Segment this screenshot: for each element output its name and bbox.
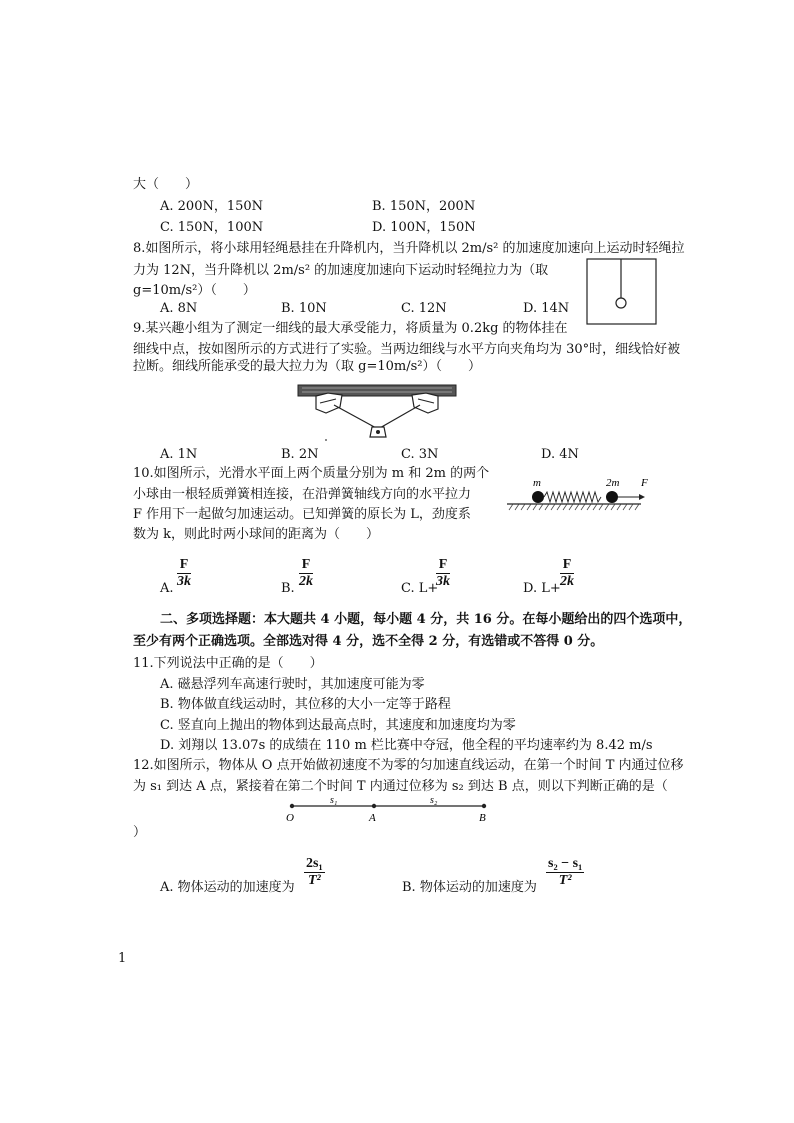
q10-line-2: 小球由一根轻质弹簧相连接，在沿弹簧轴线方向的水平拉力	[133, 487, 472, 502]
q10-frac-b-num: F	[299, 557, 313, 574]
q12-frac-b-den: T²	[558, 873, 572, 888]
q12-option-a: A. 物体运动的加速度为	[160, 880, 295, 895]
q8-option-c: C. 12N	[401, 301, 447, 316]
label-o: O	[286, 812, 294, 824]
q8-option-a: A. 8N	[160, 301, 198, 316]
q9-option-c: C. 3N	[401, 447, 439, 462]
q11-option-d: D. 刘翔以 13.07s 的成绩在 110 m 栏比赛中夺冠，他全程的平均速率约为 8.42 m/s	[160, 738, 653, 753]
q12-frac-a	[304, 856, 325, 889]
q10-frac-d	[560, 557, 574, 590]
q8-line-3: g=10m/s²）（ ）	[133, 283, 256, 298]
q10-option-a: A.	[160, 581, 174, 596]
q12-line-3: ）	[133, 825, 147, 840]
q10-option-d: D. L+	[523, 581, 561, 596]
label-s1: s₁	[330, 795, 338, 806]
q8-option-b: B. 10N	[281, 301, 327, 316]
point-b	[482, 804, 486, 808]
q10-frac-c-den: 3k	[436, 574, 450, 589]
q9-option-b: B. 2N	[281, 447, 319, 462]
q12-frac-b-num: s₂ − s₁	[548, 856, 583, 871]
q7-option-d: D. 100N，150N	[372, 220, 476, 235]
q7-option-c: C. 150N，100N	[160, 220, 264, 235]
label-a: A	[369, 812, 376, 824]
motion-line-figure	[280, 794, 494, 824]
q10-frac-c-num: F	[436, 557, 450, 574]
label-b: B	[479, 812, 486, 824]
q10-frac-d-num: F	[560, 557, 574, 574]
q10-frac-c	[436, 557, 450, 590]
q8-line-1: 8.如图所示，将小球用轻绳悬挂在升降机内，当升降机以 2m/s² 的加速度加速向上运动时轻绳拉	[133, 241, 685, 256]
q11-stem: 11.下列说法中正确的是（ ）	[133, 656, 323, 671]
section2-heading-1: 二、多项选择题：本大题共 4 小题，每小题 4 分，共 16 分。在每小题给出的四个选项中，	[160, 612, 692, 627]
section2-heading-2: 至少有两个正确选项。全部选对得 4 分，选不全得 2 分，有选错或不答得 0 分。	[133, 634, 604, 649]
q10-frac-b	[299, 557, 313, 590]
q12-line-2: 为 s₁ 到达 A 点，紧接着在第二个时间 T 内通过位移为 s₂ 到达 B 点，则以下判断正确的是（	[133, 779, 668, 794]
q7-option-b: B. 150N，200N	[372, 199, 476, 214]
q12-frac-a-num: 2s₁	[306, 856, 323, 871]
q11-option-b: B. 物体做直线运动时，其位移的大小一定等于路程	[160, 697, 451, 712]
q12-option-b: B. 物体运动的加速度为	[402, 880, 537, 895]
spring-label-m: m	[533, 477, 541, 489]
string-test-figure	[296, 383, 458, 443]
spring-label-2m: 2m	[606, 477, 620, 489]
q12-frac-a-den: T²	[307, 873, 321, 888]
q9-line-2: 细线中点，按如图所示的方式进行了实验。当两边细线与水平方向夹角均为 30°时，细线恰好被	[133, 342, 681, 357]
point-a	[372, 804, 376, 808]
ball-m	[532, 491, 544, 503]
elevator-figure	[586, 258, 658, 326]
q12-line-1: 12.如图所示，物体从 O 点开始做初速度不为零的匀加速直线运动，在第一个时间 T 内通过位移	[133, 758, 684, 773]
page-number: 1	[118, 951, 127, 966]
q10-frac-a-den: 3k	[177, 574, 191, 589]
q10-line-1: 10.如图所示，光滑水平面上两个质量分别为 m 和 2m 的两个	[133, 466, 490, 481]
q10-frac-d-den: 2k	[560, 574, 574, 589]
q7-tail: 大（ ）	[133, 177, 199, 192]
q9-option-d: D. 4N	[541, 447, 579, 462]
q8-option-d: D. 14N	[523, 301, 570, 316]
q12-frac-b	[546, 856, 584, 889]
q9-line-3: 拉断。细线所能承受的最大拉力为（取 g=10m/s²）（ ）	[133, 359, 481, 374]
q9-option-a: A. 1N	[160, 447, 198, 462]
q10-frac-a	[177, 557, 191, 590]
spring-label-f: F	[641, 477, 648, 489]
label-s2: s₂	[430, 795, 438, 806]
q8-line-2: 力为 12N，当升降机以 2m/s² 的加速度加速向下运动时轻绳拉力为（取	[133, 263, 549, 278]
ball-2m	[606, 491, 618, 503]
q11-option-c: C. 竖直向上抛出的物体到达最高点时，其速度和加速度均为零	[160, 718, 516, 733]
spring	[544, 492, 601, 502]
q10-option-c: C. L+	[401, 581, 439, 596]
q10-option-b: B.	[281, 581, 295, 596]
spring-figure	[505, 472, 655, 512]
q10-line-4: 数为 k，则此时两小球间的距离为（ ）	[133, 527, 380, 542]
point-o	[290, 804, 294, 808]
q9-line-1: 9.某兴趣小组为了测定一细线的最大承受能力，将质量为 0.2kg 的物体挂在	[133, 321, 568, 336]
q10-frac-b-den: 2k	[299, 574, 313, 589]
q7-option-a: A. 200N，150N	[160, 199, 264, 214]
q10-line-3: F 作用下一起做匀加速运动。已知弹簧的原长为 L，劲度系	[133, 507, 471, 522]
q10-frac-a-num: F	[177, 557, 191, 574]
q11-option-a: A. 磁悬浮列车高速行驶时，其加速度可能为零	[160, 677, 425, 692]
